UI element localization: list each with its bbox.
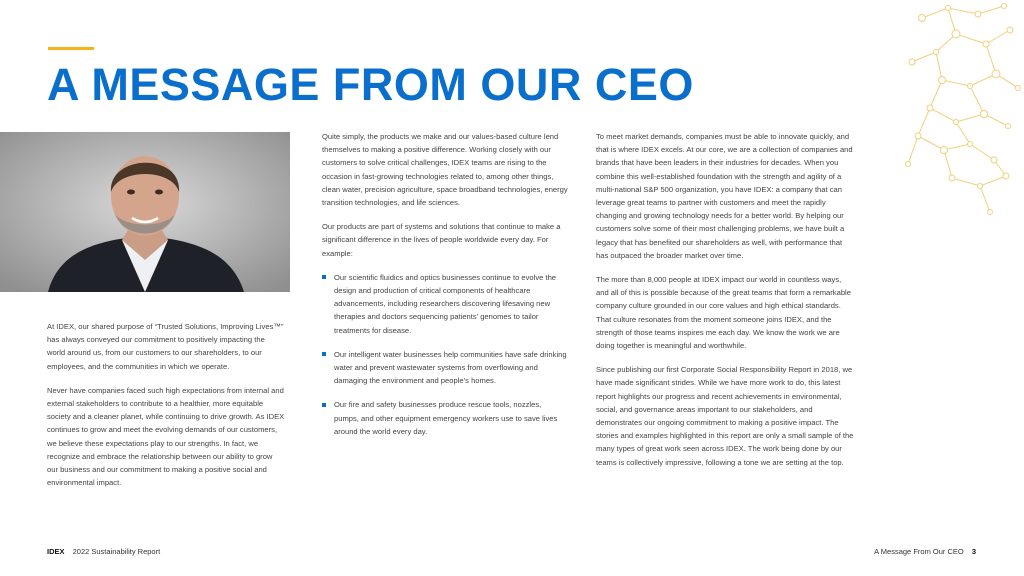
footer-section-title: A Message From Our CEO	[874, 547, 964, 556]
bullet-item: Our intelligent water businesses help communities have safe drinking water and prevent wastewater systems from overflowing and damaging the environment and people’s homes.	[322, 348, 568, 388]
page-title: A MESSAGE FROM OUR CEO	[47, 59, 694, 110]
title-accent-bar	[48, 47, 94, 50]
examples-bullet-list	[322, 271, 568, 438]
molecule-network-decoration	[900, 0, 1024, 220]
paragraph: Since publishing our first Corporate Social Responsibility Report in 2018, we have made significant strides. While we have more work to do, this latest report highlights our progress and recent achievements in environmental, social, and governance areas important to our stakeholders, and demonstrates our ongoing commitment to making a positive impact. The stories and examples highlighted in this report are only a small sample of the many types of great work seen across IDEX. The work being done by our teams is collectively impressive, following a tone we are setting at the top.	[596, 365, 854, 467]
column-2	[322, 130, 568, 449]
bullet-item: Our scientific fluidics and optics businesses continue to evolve the design and production of critical components of healthcare advancements, including researchers discovering lifesaving new therapies and doctors sequencing patients’ genomes to tailor treatments for disease.	[322, 271, 568, 337]
paragraph: To meet market demands, companies must be able to innovate quickly, and that is where IDEX excels. At our core, we are a collection of companies and brands that have been leaders in their industries for decades. When you combine this well-established foundation with the strength and agility of a multi-national S&P 500 organization, you have IDEX: a company that can leverage great teams to partner with customers and meet the rapidly changing and growing technology needs for a better world. By helping our customers solve some of their most challenging problems, we have built a legacy that has benefited our shareholders as well, with performance that has outpaced the broader market over time.	[596, 132, 853, 260]
column-1	[47, 320, 285, 500]
paragraph: Quite simply, the products we make and our values-based culture lend themselves to making a positive difference. Working closely with our customers to solve critical challenges, IDEX teams are rising to the occasion in fast-growing technologies related to, among other things, clean water, precision agriculture, space broadband technologies, energy transition technologies, and life sciences.	[322, 132, 568, 208]
paragraph: Our products are part of systems and solutions that continue to make a significant difference in the lives of people worldwide every day. For example:	[322, 222, 561, 258]
footer-brand: IDEX	[47, 547, 65, 556]
page-number: 3	[971, 547, 976, 556]
footer-right	[874, 547, 976, 556]
paragraph: Never have companies faced such high expectations from internal and external stakeholders to contribute to a healthier, more equitable society and a cleaner planet, while continuing to drive growth. As IDEX continues to grow and meet the evolving demands of our customers, we believe these expectations play to our strengths. In fact, we recognize and embrace the relationship between our ability to grow our business and our commitment to making a positive social and environmental impact.	[47, 385, 285, 488]
bullet-item: Our fire and safety businesses produce rescue tools, nozzles, pumps, and other equipment emergency workers use to save lives around the world every day.	[322, 398, 568, 438]
ceo-portrait-photo	[0, 132, 290, 292]
column-3	[596, 130, 854, 480]
paragraph: The more than 8,000 people at IDEX impact our world in countless ways, and all of this is possible because of the great teams that form a remarkable company culture grounded in our core values and high ethical standards. That culture resonates from the moment someone joins IDEX, and the strength of those teams inspires me each day. We know the work we are doing together is meaningful and worthwhile.	[596, 275, 851, 351]
paragraph: At IDEX, our shared purpose of “Trusted Solutions, Improving Lives™” has always conveyed our commitment to positively impacting the world around us, from our customers to our shareholders, to our employees, and the communities in which we operate.	[47, 322, 284, 371]
footer-report-title: 2022 Sustainability Report	[72, 547, 161, 556]
footer-left	[47, 547, 160, 556]
